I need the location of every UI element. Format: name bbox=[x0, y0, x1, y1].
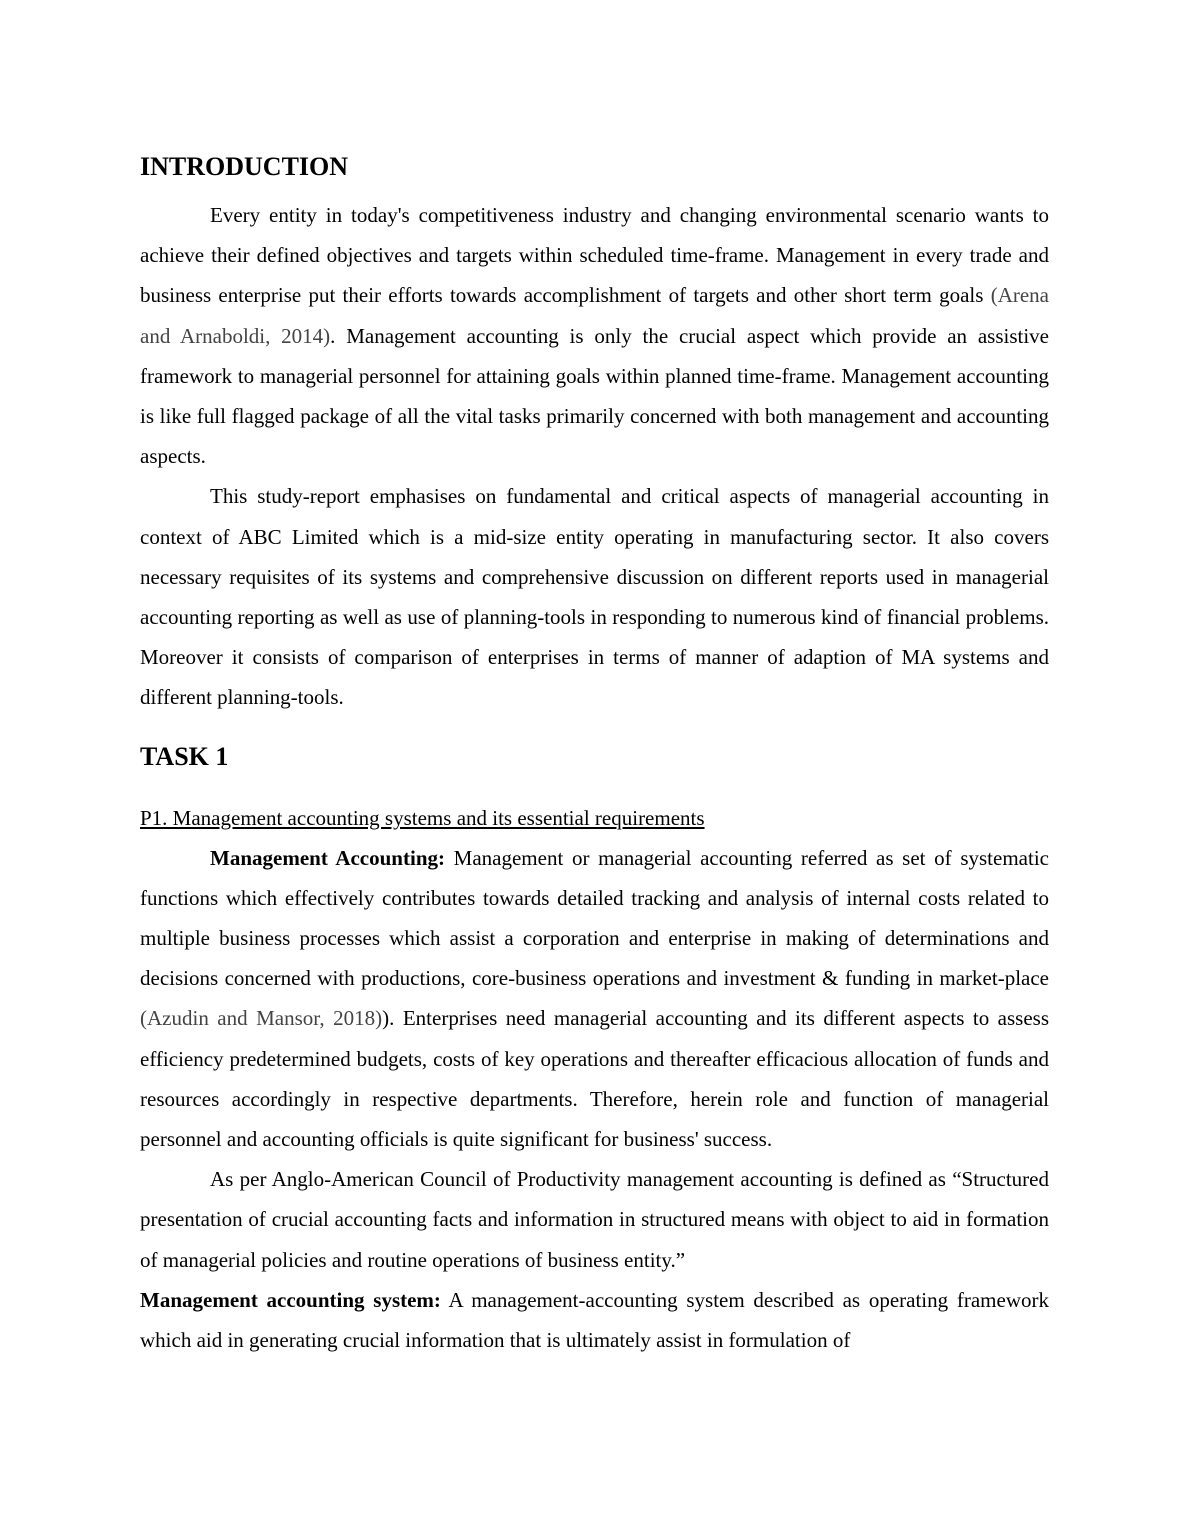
ma-system-text: A management-accounting system described as operating framework which aid in generating crucial information that is ultimately assist in formulation of bbox=[140, 1287, 1049, 1353]
ma-system-term: Management accounting system: bbox=[140, 1287, 441, 1312]
ma-system-paragraph bbox=[140, 1280, 1049, 1360]
ma-text-after: ). Enterprises need managerial accounting and its different aspects to assess efficiency predetermined budgets, costs of key operations and thereafter efficacious allocation of funds and resources accordingly in respective departments. Therefore, herein role and function of managerial personnel and accounting officials is quite significant for business' success. bbox=[140, 1006, 1049, 1152]
intro-paragraph-2: This study-report emphasises on fundamental and critical aspects of managerial accounting in context of ABC Limited which is a mid-size entity operating in manufacturing sector. It also covers necessary requisites of its systems and comprehensive discussion on different reports used in managerial accounting reporting as well as use of planning-tools in responding to numerous kind of financial problems. Moreover it consists of comparison of enterprises in terms of manner of adaption of MA systems and different planning-tools. bbox=[140, 484, 1049, 710]
citation-azudin-mansor: (Azudin and Mansor, 2018) bbox=[140, 1006, 383, 1031]
management-accounting-paragraph bbox=[140, 838, 1049, 1160]
task-1-heading: TASK 1 bbox=[140, 741, 229, 771]
anglo-american-definition-paragraph: As per Anglo-American Council of Productivity management accounting is defined as “Structured presentation of crucial accounting facts and information in structured means with object to aid in formation of managerial policies and routine operations of business entity.” bbox=[140, 1167, 1049, 1272]
citation-arena-arnaboldi: (Arena and Arnaboldi, 2014) bbox=[140, 283, 1049, 348]
intro-p1-text-after: . Management accounting is only the crucial aspect which provide an assistive framework to managerial personnel for attaining goals within planned time-frame. Management accounting is like full flagged package of all the vital tasks primarily concerned with both management and accounting aspects. bbox=[140, 323, 1049, 469]
introduction-heading: INTRODUCTION bbox=[140, 152, 349, 181]
document-page bbox=[140, 150, 1049, 1360]
management-accounting-term: Management Accounting: bbox=[210, 845, 445, 870]
ma-text-before: Management or managerial accounting referred as set of systematic functions which effectively contributes towards detailed tracking and analysis of internal costs related to multiple business processes which assist a corporation and enterprise in making of determinations and decisions concerned with productions, core-business operations and investment & funding in market-place bbox=[140, 845, 1049, 991]
p1-subheading: P1. Management accounting systems and its essential requirements bbox=[140, 805, 705, 830]
intro-p1-text-before: Every entity in today's competitiveness industry and changing environmental scenario wants to achieve their defined objectives and targets within scheduled time-frame. Management in every trade and business enterprise put their efforts towards accomplishment of targets and other short term goals bbox=[140, 203, 1049, 308]
intro-paragraph-1 bbox=[140, 195, 1049, 476]
